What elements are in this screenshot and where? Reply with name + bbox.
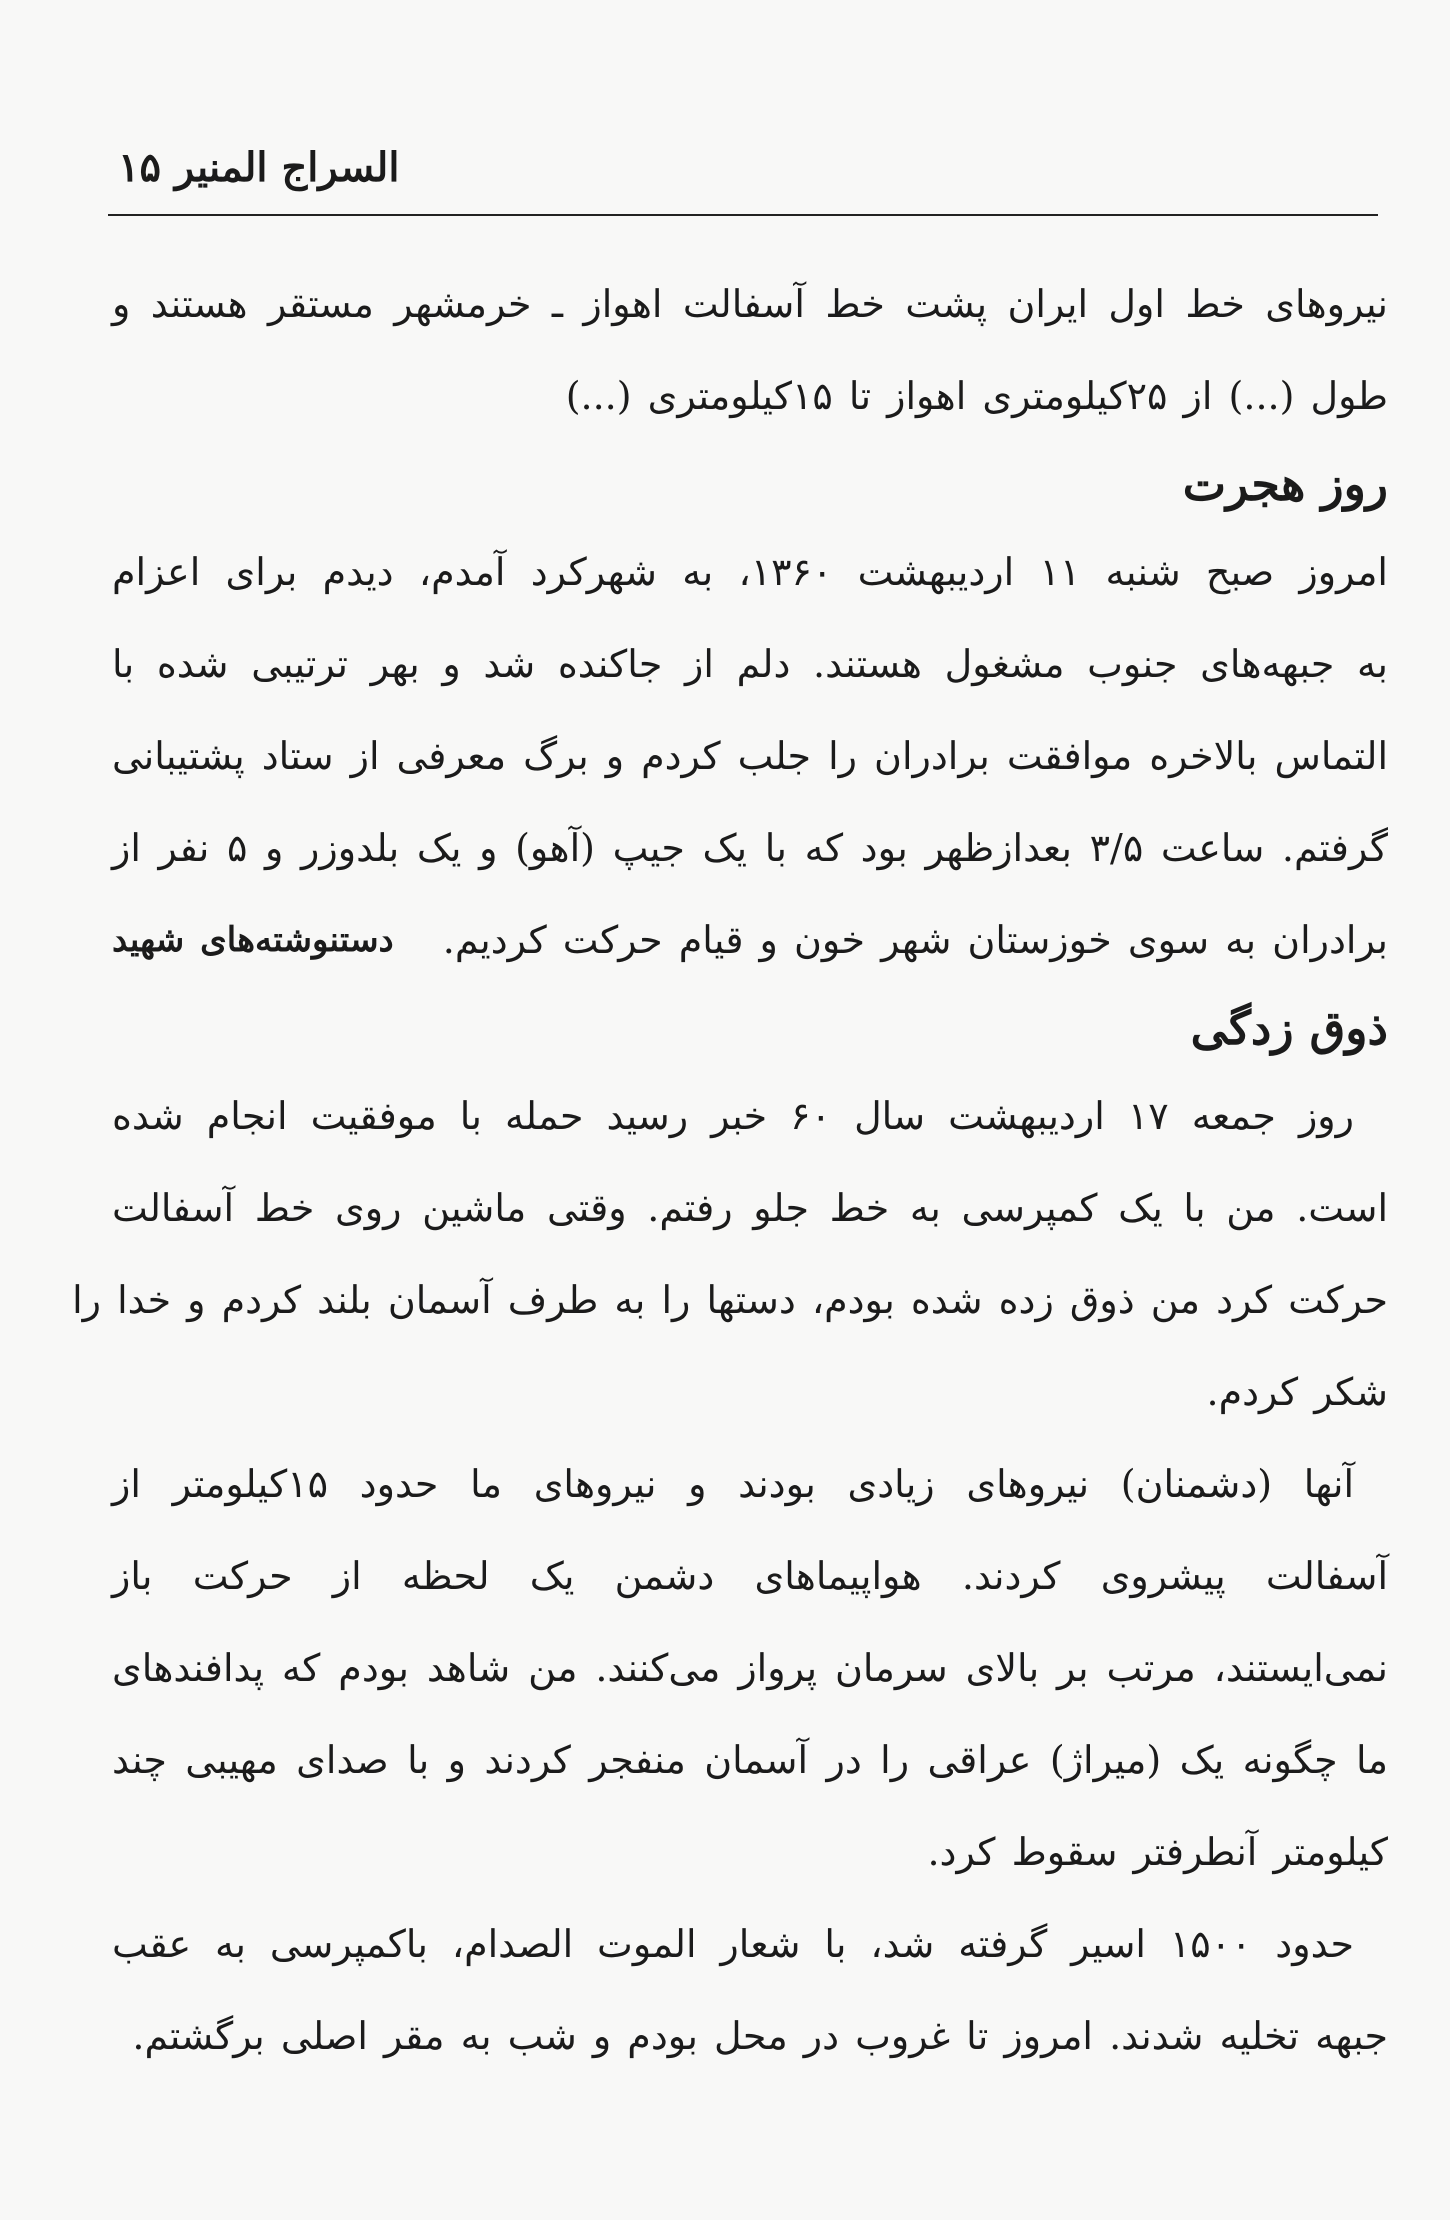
section-heading: روز هجرت (1182, 457, 1388, 511)
text-line: آنها (دشمنان) نیروهای زیادی بودند و نیروهای ما حدود ۱۵کیلومتر از (112, 1462, 1354, 1506)
text-line: برادران به سوی خوزستان شهر خون و قیام حرکت کردیم. (442, 918, 1388, 962)
page-number: ۱۵ (118, 144, 161, 191)
book-title: السراج المنیر (174, 144, 400, 191)
header-rule (108, 214, 1378, 216)
text-line: گرفتم. ساعت ۳/۵ بعدازظهر بود که با یک جیپ (آهو) و یک بلدوزر و ۵ نفر از (112, 826, 1388, 870)
source-label: دستنوشته‌های شهید (112, 920, 394, 960)
text-line: طول (...) از ۲۵کیلومتری اهواز تا ۱۵کیلومتری (...) (565, 374, 1388, 418)
section-heading: ذوق زدگی (1190, 1001, 1388, 1055)
text-line: است. من با یک کمپرسی به خط جلو رفتم. وقتی ماشین روی خط آسفالت (112, 1186, 1388, 1230)
text-line: نیروهای خط اول ایران پشت خط آسفالت اهواز ـ خرمشهر مستقر هستند و (112, 282, 1388, 326)
text-line: حرکت کرد من ذوق زده شده بودم، دستها را به طرف آسمان بلند کردم و خدا را (72, 1278, 1388, 1322)
text-line: جبهه تخلیه شدند. امروز تا غروب در محل بودم و شب به مقر اصلی برگشتم. (132, 2014, 1388, 2058)
text-line: التماس بالاخره موافقت برادران را جلب کردم و برگ معرفی از ستاد پشتیبانی (112, 734, 1388, 778)
text-line-with-source (112, 894, 1388, 986)
text-line: ما چگونه یک (میراژ) عراقی را در آسمان منفجر کردند و با صدای مهیبی چند (112, 1738, 1388, 1782)
text-line: روز جمعه ۱۷ اردیبهشت سال ۶۰ خبر رسید حمله با موفقیت انجام شده (112, 1094, 1355, 1138)
running-head (106, 144, 399, 191)
text-line: آسفالت پیشروی کردند. هواپیماهای دشمن یک لحظه از حرکت باز (112, 1554, 1388, 1598)
text-line: شکر کردم. (1206, 1370, 1388, 1414)
page-header (106, 140, 1380, 210)
text-line: حدود ۱۵۰۰ اسیر گرفته شد، با شعار الموت الصدام، باکمپرسی به عقب (112, 1922, 1355, 1966)
page-body (72, 258, 1388, 2082)
text-line: امروز صبح شنبه ۱۱ اردیبهشت ۱۳۶۰، به شهرکرد آمدم، دیدم برای اعزام (112, 550, 1388, 594)
text-line: نمی‌ایستند، مرتب بر بالای سرمان پرواز می‌کنند. من شاهد بودم که پدافندهای (112, 1646, 1388, 1690)
text-line: کیلومتر آنطرفتر سقوط کرد. (927, 1830, 1388, 1874)
text-line: به جبهه‌های جنوب مشغول هستند. دلم از جاکنده شد و بهر ترتیبی شده با (112, 642, 1388, 686)
